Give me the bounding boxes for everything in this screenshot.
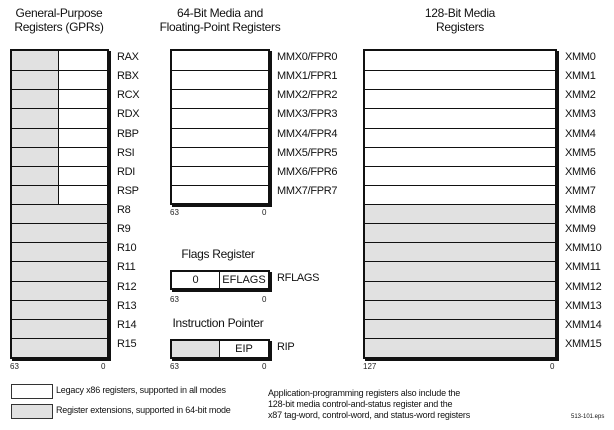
gpr-labels [117,48,157,354]
xmm-register-row [365,300,555,319]
gpr-register-row [12,319,107,338]
gpr-register-row [12,89,107,108]
xmm-register-row [365,319,555,338]
gpr-extension-half [12,186,59,204]
xmm-register-label: XMM12 [565,280,602,293]
xmm-register-row [365,147,555,166]
xmm-register-label: XMM7 [565,184,596,197]
gpr-extension-half [12,71,59,89]
mmx-register-label: MMX1/FPR1 [277,70,338,83]
gpr-extension-half [12,51,59,70]
note-line-1: Application-programming registers also include the [268,388,461,398]
eflags-cell: EFLAGS [222,274,266,286]
ip-bit-high: 63 [170,362,179,371]
gpr-bit-low: 0 [101,362,106,371]
mmx-register-label: MMX4/FPR4 [277,127,338,140]
mmx-title [150,6,290,34]
mmx-register-label: MMX2/FPR2 [277,89,338,102]
gpr-register-row [12,204,107,223]
gpr-register-label: R10 [117,242,137,255]
mmx-register-row [172,147,268,166]
mmx-register-row [172,166,268,185]
xmm-register-label: XMM15 [565,337,602,350]
xmm-labels [565,48,613,354]
gpr-extension-half [12,129,59,147]
mmx-register-row [172,89,268,108]
gpr-register-label: RDI [117,165,136,178]
xmm-register-label: XMM2 [565,89,596,102]
mmx-register-row [172,185,268,204]
gpr-register-label: R14 [117,318,137,331]
gpr-register-label: RDX [117,108,140,121]
gpr-register-label: R8 [117,204,131,216]
gpr-register-row [12,108,107,127]
xmm-register-row [365,223,555,242]
mmx-register-row [172,51,268,70]
xmm-register-label: XMM14 [565,318,602,331]
gpr-register-row [12,166,107,185]
xmm-register-row [365,338,555,357]
xmm-title-line1: 128-Bit Media [424,6,496,20]
gpr-extension-half [12,167,59,185]
legend-legacy-text: Legacy x86 registers, supported in all modes [56,385,226,395]
rflags-label: RFLAGS [277,272,320,284]
gpr-register-row [12,281,107,300]
xmm-bit-high: 127 [363,362,377,371]
gpr-extension-half [12,109,59,127]
xmm-register-row [365,128,555,147]
gpr-register-label: RSP [117,184,139,197]
mmx-register-label: MMX5/FPR5 [277,146,338,159]
gpr-register-row [12,147,107,166]
gpr-register-row [12,51,107,70]
flags-bit-low: 0 [262,295,267,304]
xmm-register-row [365,281,555,300]
xmm-register-row [365,166,555,185]
xmm-title-line2: Registers [436,20,484,34]
note-line-3: x87 tag-word, control-word, and status-word registers [268,410,470,420]
xmm-register-label: XMM11 [565,261,601,274]
figure-id: 513-101.eps [571,414,605,420]
gpr-register-label: RBP [117,127,139,140]
mmx-register-label: MMX3/FPR3 [277,108,338,121]
xmm-register-row [365,108,555,127]
gpr-extension-half [12,90,59,108]
note-text [268,388,470,421]
gpr-title-line2: Registers (GPRs) [14,20,104,34]
gpr-register-row [12,185,107,204]
gpr-register-row [12,242,107,261]
gpr-register-row [12,128,107,147]
xmm-register-label: XMM10 [565,242,602,255]
gpr-register-label: RAX [117,51,139,63]
gpr-register-label: RSI [117,146,135,159]
xmm-register-label: XMM8 [565,204,596,216]
xmm-register-label: XMM6 [565,165,596,178]
gpr-register-label: R11 [117,261,136,274]
gpr-register-label: RBX [117,70,139,83]
mmx-register-label: MMX6/FPR6 [277,165,338,178]
xmm-register-label: XMM5 [565,146,596,159]
flags-title: Flags Register [181,247,255,261]
gpr-register-label: R12 [117,280,137,293]
rflags-register [170,270,270,290]
mmx-bit-high: 63 [170,208,179,217]
legend-legacy-swatch [11,384,53,399]
xmm-register-row [365,185,555,204]
rip-upper-cell [172,341,220,357]
gpr-register-label: R9 [117,223,131,236]
legend-extension-text: Register extensions, supported in 64-bit mode [56,405,231,415]
rip-register [170,339,270,359]
xmm-register-label: XMM9 [565,223,596,236]
gpr-register-row [12,338,107,357]
xmm-register-label: XMM13 [565,299,602,312]
gpr-register-row [12,70,107,89]
xmm-register-row [365,51,555,70]
mmx-register-label: MMX0/FPR0 [277,51,338,63]
gpr-register-label: R15 [117,337,137,350]
xmm-title [380,6,540,34]
gpr-register-label: R13 [117,299,137,312]
rip-label: RIP [277,341,295,353]
mmx-bit-low: 0 [262,208,267,217]
xmm-bit-low: 0 [550,362,555,371]
xmm-register-row [365,261,555,280]
xmm-register-label: XMM3 [565,108,596,121]
mmx-register-label: MMX7/FPR7 [277,184,338,197]
rflags-upper-cell: 0 [172,272,220,288]
mmx-title-line1: 64-Bit Media and [177,6,263,20]
xmm-register-block [363,49,557,359]
xmm-register-row [365,70,555,89]
xmm-register-row [365,242,555,261]
flags-bit-high: 63 [170,295,179,304]
mmx-register-row [172,70,268,89]
eip-cell: EIP [235,343,253,355]
xmm-register-row [365,204,555,223]
gpr-register-block [10,49,109,359]
mmx-register-block [170,49,270,205]
xmm-register-label: XMM0 [565,51,596,63]
mmx-labels [277,48,357,201]
xmm-register-label: XMM4 [565,127,596,140]
legend-extension-swatch [11,404,53,419]
mmx-register-row [172,108,268,127]
xmm-register-row [365,89,555,108]
gpr-title-line1: General-Purpose [15,6,103,20]
ip-bit-low: 0 [262,362,267,371]
note-line-2: 128-bit media control-and-status register and the [268,399,453,409]
gpr-register-label: RCX [117,89,140,102]
mmx-title-line2: Floating-Point Registers [159,20,281,34]
ip-title: Instruction Pointer [172,316,264,330]
xmm-register-label: XMM1 [565,70,596,83]
gpr-register-row [12,300,107,319]
gpr-register-row [12,261,107,280]
gpr-register-row [12,223,107,242]
gpr-bit-high: 63 [10,362,19,371]
gpr-extension-half [12,148,59,166]
gpr-title [0,6,118,34]
mmx-register-row [172,128,268,147]
